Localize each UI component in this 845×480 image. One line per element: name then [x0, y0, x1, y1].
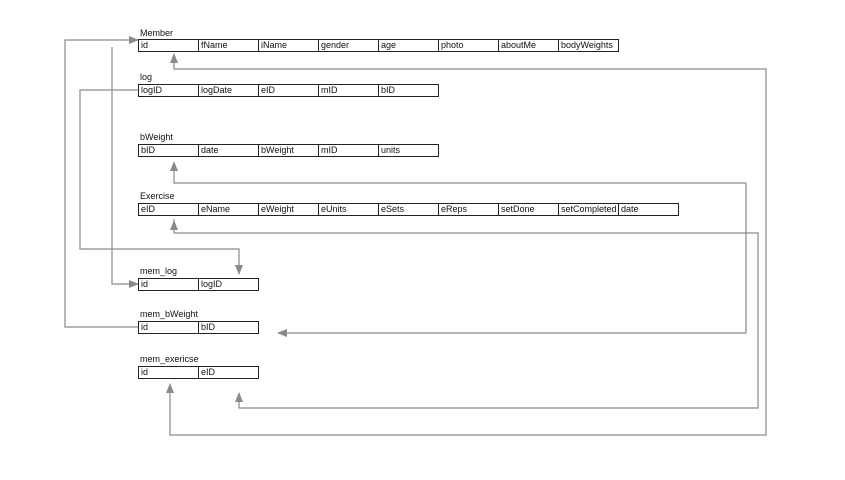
arrowhead-bweight: [170, 161, 178, 171]
table-cell: fName: [199, 40, 259, 51]
table-cell: units: [379, 145, 439, 156]
table-title-mem-log: mem_log: [140, 266, 178, 276]
table-cell: iName: [259, 40, 319, 51]
table-cell: setCompleted: [559, 204, 619, 215]
table-member: [138, 39, 619, 52]
table-title-exercise: Exercise: [140, 191, 175, 201]
table-cell: bWeight: [259, 145, 319, 156]
table-cell: date: [619, 204, 679, 215]
table-cell: eID: [199, 367, 259, 378]
table-cell: eID: [259, 85, 319, 96]
table-cell: logID: [199, 279, 259, 290]
table-mem-log: [138, 278, 259, 291]
table-cell: photo: [439, 40, 499, 51]
table-title-bweight: bWeight: [140, 132, 173, 142]
table-cell: setDone: [499, 204, 559, 215]
table-cell: bID: [139, 145, 199, 156]
connector-member-mem-exercise: [170, 54, 766, 435]
table-log: [138, 84, 439, 97]
table-cell: logDate: [199, 85, 259, 96]
table-cell: age: [379, 40, 439, 51]
table-cell: eName: [199, 204, 259, 215]
table-cell: date: [199, 145, 259, 156]
connector-log-mem-log: [80, 90, 239, 274]
table-cell: eUnits: [319, 204, 379, 215]
table-cell: id: [139, 279, 199, 290]
table-cell: eWeight: [259, 204, 319, 215]
table-mem-bweight: [138, 321, 259, 334]
table-cell: bID: [199, 322, 259, 333]
arrowhead-mem-exercise-id: [166, 383, 174, 393]
table-cell: bodyWeights: [559, 40, 619, 51]
table-cell: mID: [319, 145, 379, 156]
table-cell: mID: [319, 85, 379, 96]
table-cell: aboutMe: [499, 40, 559, 51]
table-cell: eReps: [439, 204, 499, 215]
table-exercise: [138, 203, 679, 216]
table-cell: id: [139, 367, 199, 378]
table-cell: gender: [319, 40, 379, 51]
arrowhead-exercise: [170, 220, 178, 230]
table-cell: id: [139, 40, 199, 51]
table-cell: eSets: [379, 204, 439, 215]
table-title-mem-bweight: mem_bWeight: [140, 309, 198, 319]
table-title-mem-exercise: mem_exericse: [140, 354, 199, 364]
connector-exercise-mem-exercise: [174, 219, 758, 408]
table-cell: logID: [139, 85, 199, 96]
table-bweight: [138, 144, 439, 157]
connector-bweight-mem-bweight: [174, 171, 746, 333]
table-cell: eID: [139, 204, 199, 215]
table-title-member: Member: [140, 28, 174, 38]
table-cell: id: [139, 322, 199, 333]
table-cell: bID: [379, 85, 439, 96]
table-title-log: log: [140, 72, 153, 82]
table-mem-exercise: [138, 366, 259, 379]
